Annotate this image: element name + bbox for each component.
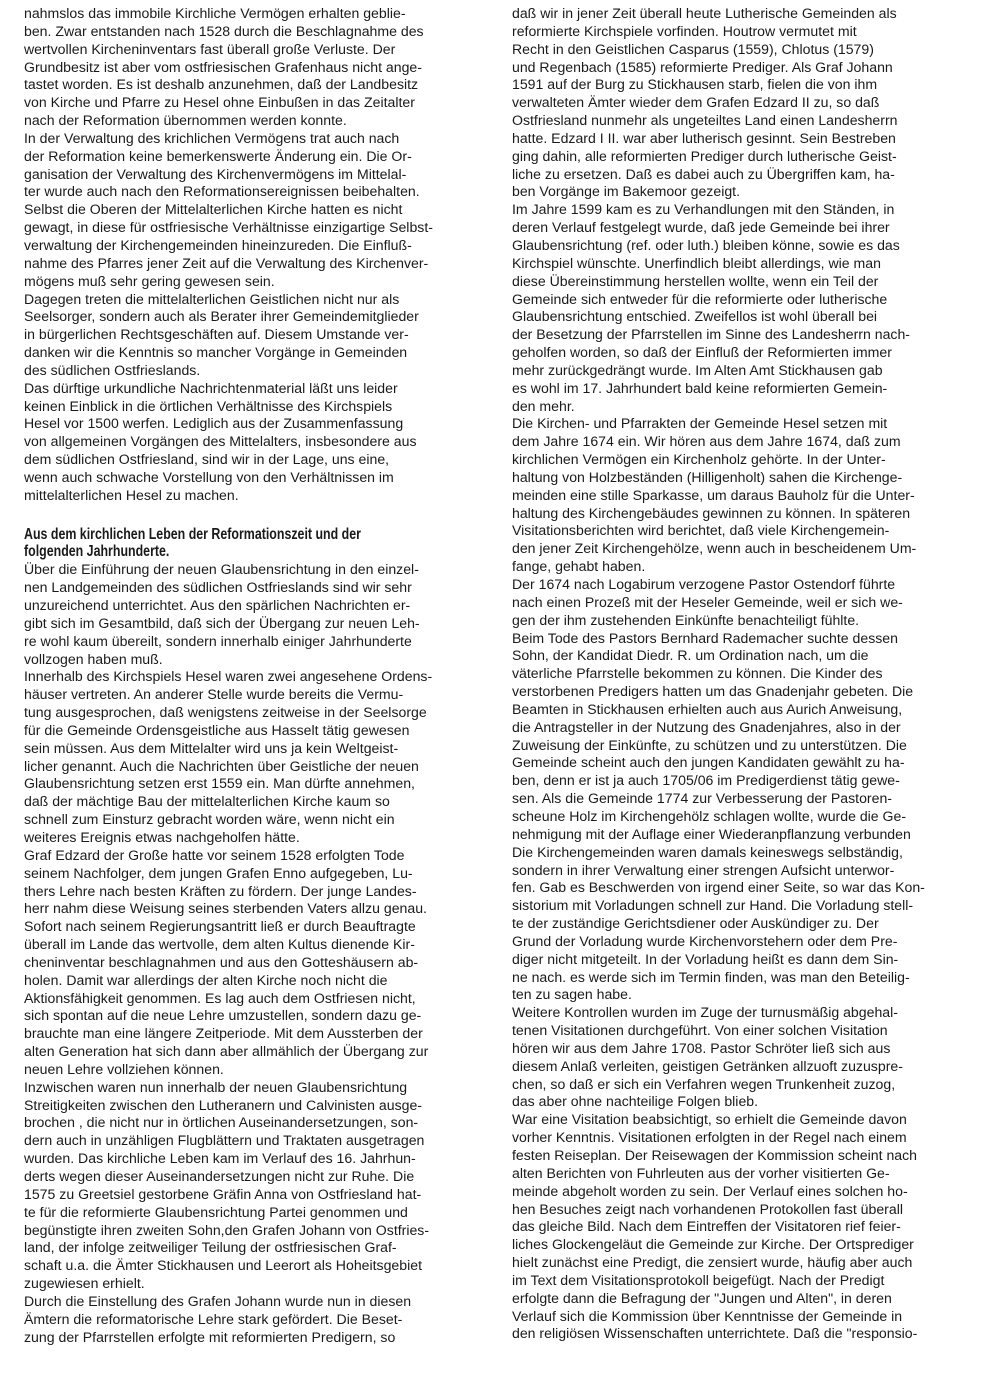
text-line: vorher Kenntnis. Visitationen erfolgten in der Regel nach einem (512, 1129, 907, 1146)
text-line: weiteres Ereignis etwas nachgeholfen hätte. (24, 828, 300, 845)
text-line: 1575 zu Greetsiel gestorbene Gräfin Anna von Ostfriesland hat- (24, 1185, 422, 1202)
text-line: sondern in ihrer Verwaltung einer strengen Aufsicht unterwor- (512, 861, 895, 878)
text-line: Sofort nach seinem Regierungsantritt ließ er durch Beauftragte (24, 918, 416, 935)
text-line: häuser vertreten. An anderer Stelle wurde bereits die Vermu- (24, 686, 404, 703)
heading-line: folgenden Jahrhunderte. (24, 543, 170, 561)
text-line: In der Verwaltung des krichlichen Vermögens trat auch nach (24, 129, 400, 146)
text-line: Streitigkeiten zwischen den Lutheranern und Calvinisten ausge- (24, 1096, 422, 1113)
text-line: land, der infolge zeitweiliger Teilung der ostfriesischen Graf- (24, 1239, 397, 1256)
text-line: Die Kirchen- und Pfarrakten der Gemeinde Hesel setzen mit (512, 415, 888, 432)
text-line: diese Übereinstimmung herstellen wollte, wenn ein Teil der (512, 272, 879, 289)
text-line: danken wir die Kenntnis so mancher Vorgänge in Gemeinden (24, 344, 408, 361)
text-line: dem südlichen Ostfriesland, sind wir in der Lage, uns eine, (24, 451, 390, 468)
text-line: Grundbesitz ist aber vom ostfriesischen Grafenhaus nicht ange- (24, 58, 422, 75)
text-line: der Reformation keine bemerkenswerte Änderung ein. Die Or- (24, 147, 412, 164)
text-line: unzureichend unterrichtet. Aus den spärlichen Nachrichten er- (24, 597, 411, 613)
text-line: herr nahm diese Weisung seines sterbenden Vaters allzu genau. (24, 900, 427, 917)
text-line: re wohl kaum übereilt, sondern innerhalb einiger Jahrhunderte (24, 632, 412, 649)
text-line: den jener Zeit Kirchengehölze, wenn auch in bescheidenem Um- (512, 540, 917, 557)
text-line: 1591 auf der Burg zu Stickhausen starb, fielen die von ihm (512, 76, 878, 93)
text-line: Glaubensrichtung setzen erst 1559 ein. Man dürfte annehmen, (24, 775, 415, 792)
left-text-block-2 (24, 561, 494, 1346)
text-line: derts wegen dieser Auseinandersetzungen nicht zur Ruhe. Die (24, 1168, 415, 1184)
text-line: mittelalterlichen Hesel zu machen. (24, 486, 239, 503)
text-line: brochen , die nicht nur in örtlichen Auseinandersetzungen, son- (24, 1114, 419, 1131)
text-line: festen Reiseplan. Der Reisewagen der Kommission scheint nach (512, 1147, 918, 1163)
text-line: Seelsorger, sondern auch als Berater ihrer Gemeindemitglieder (24, 308, 419, 325)
text-line: chen, so daß er sich ein Verfahren wegen Trunkenheit zuzog, (512, 1075, 896, 1092)
text-line: schaft u.a. die Ämter Stickhausen und Leerort als Hoheitsgebiet (24, 1257, 422, 1274)
text-line: gibt sich im Gesamtbild, daß sich der Übergang zur neuen Leh- (24, 614, 420, 631)
text-line: die Antragsteller in der Nutzung des Gnadenjahres, also in der (512, 718, 901, 735)
text-line: fen. Gab es Beschwerden von irgend einer Seite, so war das Kon- (512, 879, 925, 896)
text-line: diger nicht mitgeteilt. In der Vorladung heißt es dann dem Sin- (512, 950, 899, 967)
text-line: ten zu sagen habe. (512, 986, 632, 1003)
text-line: cheninventar beschlagnahmen und aus den Gotteshäusern ab- (24, 953, 419, 970)
text-line: Kirchspiel wünschte. Unerfindlich bleibt allerdings, wie man (512, 254, 881, 271)
text-line: Verlauf sich die Kommission über Kenntnisse der Gemeinde in (512, 1307, 903, 1324)
text-line: des südlichen Ostfrieslands. (24, 361, 201, 378)
text-line: tenen Visitationen durchgeführt. Von einer solchen Visitation (512, 1022, 888, 1039)
text-line: ging dahin, alle reformierten Prediger durch lutherische Geist- (512, 147, 897, 164)
right-text-block (512, 5, 994, 1343)
text-line: hören wir aus dem Jahre 1708. Pastor Schröter ließ sich aus (512, 1039, 891, 1056)
text-line: Zuweisung der Einkünfte, zu schützen und zu unterstützen. Die (512, 736, 907, 753)
text-line: verwaltung der Kirchengemeinden hineinzureden. Die Einfluß- (24, 236, 412, 253)
text-line: von allgemeinen Vorgängen des Mittelalters, insbesondere aus (24, 433, 417, 450)
text-line: Dagegen treten die mittelalterlichen Geistlichen nicht nur als (24, 290, 400, 307)
text-line: hen Besuches zeigt nach vorhandenen Protokollen fast überall (512, 1200, 903, 1217)
text-line: sein müssen. Aus dem Mittelalter wird uns ja kein Weltgeist- (24, 739, 399, 756)
text-line: Glaubensrichtung entschied. Zweifellos ist wohl überall bei (512, 308, 878, 325)
text-line: nen Landgemeinden des südlichen Ostfrieslands sind wir sehr (24, 579, 412, 596)
text-line: von Kirche und Pfarre zu Hesel ohne Einbußen in das Zeitalter (24, 94, 415, 111)
text-line: deren Verlauf festgelegt wurde, daß jede Gemeinde bei ihrer (512, 219, 890, 236)
text-line: haltung des Kirchengebäudes gewinnen zu können. In späteren (512, 504, 911, 521)
text-line: Weitere Kontrollen wurden im Zuge der turnusmäßig abgehal- (512, 1004, 898, 1021)
text-line: Beim Tode des Pastors Bernhard Rademacher suchte dessen (512, 629, 898, 646)
text-line: ganisation der Verwaltung des Kirchenvermögens im Mittelal- (24, 165, 407, 182)
section-heading (24, 526, 494, 562)
text-line: meinden eine stille Sparkasse, um daraus Bauholz für die Unter- (512, 486, 915, 503)
text-line: te für die reformierte Glaubensrichtung Partei genommen und (24, 1203, 408, 1220)
text-line: Gemeinde sich entweder für die reformierte oder lutherische (512, 290, 888, 307)
text-line: War eine Visitation beabsichtigt, so erhielt die Gemeinde davon (512, 1111, 907, 1128)
text-line: väterliche Pfarrstelle bekommen zu können. Die Kinder des (512, 665, 883, 682)
text-line: ter wurde auch nach den Reformationsereignissen beibehalten. (24, 183, 420, 200)
text-line: mögens muß sehr gering gewesen sein. (24, 272, 275, 289)
text-line: Ostfriesland nunmehr als ungeteiltes Land einen Landesherrn (512, 112, 898, 129)
text-line: nach der Reformation übernommen werden konnte. (24, 112, 347, 129)
text-line: geholfen worden, so daß der Einfluß der Reformierten immer (512, 344, 892, 361)
text-line: der Besetzung der Pfarrstellen im Sinne des Landesherrn nach- (512, 326, 910, 343)
text-line: Beamten in Stickhausen erhielten auch aus Aurich Anweisung, (512, 700, 903, 717)
text-line: licher genannt. Auch die Nachrichten über Geistliche der neuen (24, 757, 419, 774)
text-line: ben, denn er ist ja auch 1705/06 im Predigerdienst tätig gewe- (512, 772, 900, 789)
text-line: tung ausgesprochen, daß wenigstens zeitweise in der Seelsorge (24, 704, 427, 721)
text-line: Das dürftige urkundliche Nachrichtenmaterial läßt uns leider (24, 379, 398, 396)
text-line: Sohn, der Kandidat Diedr. R. um Ordination nach, um die (512, 647, 869, 664)
heading-line: Aus dem kirchlichen Leben der Reformationszeit und der (24, 525, 361, 543)
text-line: und Regenbach (1585) reformierte Prediger. Als Graf Johann (512, 58, 893, 75)
text-line: ne nach. es werde sich im Termin finden, was man den Beteilig- (512, 968, 910, 985)
text-line: zugewiesen erhielt. (24, 1275, 145, 1292)
text-line: sen. Als die Gemeinde 1774 zur Verbesserung der Pastoren- (512, 790, 892, 807)
left-text-block-1 (24, 5, 494, 505)
text-line: diesem Anlaß verleiten, geistigen Getränken allzuoft zuzuspre- (512, 1057, 903, 1074)
text-line: Hesel vor 1500 werfen. Lediglich aus der Zusammenfassung (24, 415, 404, 432)
text-line: alten Berichten von Fuhrleuten aus der vorher visitierten Ge- (512, 1164, 890, 1181)
text-line: vollzogen haben muß. (24, 650, 163, 667)
text-line: Im Jahre 1599 kam es zu Verhandlungen mit den Ständen, in (512, 201, 895, 218)
text-line: meinde abgeholt worden zu sein. Der Verlauf eines solchen ho- (512, 1182, 908, 1199)
text-line: verstorbenen Predigers hatten um das Gnadenjahr gebeten. Die (512, 683, 914, 700)
text-line: tastet worden. Es ist deshalb anzunehmen, daß der Landbesitz (24, 76, 419, 93)
text-line: keinen Einblick in die örtlichen Verhältnisse des Kirchspiels (24, 397, 393, 414)
text-line: schnell zum Einsturz gebracht worden wäre, wenn nicht ein (24, 811, 395, 828)
text-line: Über die Einführung der neuen Glaubensrichtung in den einzel- (24, 561, 419, 578)
text-line: nach einen Prozeß mit der Heseler Gemeinde, weil er sich we- (512, 593, 903, 610)
text-line: ben. Zwar entstanden nach 1528 durch die Beschlagnahme des (24, 22, 424, 39)
text-line: Der 1674 nach Logabirum verzogene Pastor Ostendorf führte (512, 576, 896, 592)
text-line: nahmslos das immobile Kirchliche Vermögen erhalten geblie- (24, 5, 406, 21)
text-line: Inzwischen waren nun innerhalb der neuen Glaubensrichtung (24, 1078, 408, 1095)
text-line: ben Vorgänge im Bakemoor gezeigt. (512, 183, 740, 200)
text-line: Grund der Vorladung wurde Kirchenvorstehern oder dem Pre- (512, 932, 898, 949)
text-line: das gleiche Bild. Nach dem Eintreffen der Visitatoren rief feier- (512, 1218, 901, 1235)
text-line: überall im Lande das wertvolle, dem alten Kultus dienende Kir- (24, 936, 415, 953)
text-line: für die Gemeinde Ordensgeistliche aus Hasselt tätig gewesen (24, 721, 410, 738)
text-line: nahme des Pfarres jener Zeit auf die Verwaltung des Kirchenver- (24, 254, 429, 271)
text-line: Visitationsberichten wird berichtet, daß viele Kirchengemein- (512, 522, 890, 539)
text-line: in bürgerlichen Rechtsgeschäften auf. Diesem Umstande ver- (24, 326, 409, 343)
text-line: Selbst die Oberen der Mittelalterlichen Kirche hatten es nicht (24, 201, 403, 218)
text-line: Innerhalb des Kirchspiels Hesel waren zwei angesehene Ordens- (24, 668, 433, 685)
text-line: kirchlichen Vermögen ein Kirchenholz gehörte. In der Unter- (512, 451, 886, 468)
text-line: begünstigte ihren zweiten Sohn,den Grafen Johann von Ostfries- (24, 1221, 430, 1238)
text-line: Aktionsfähigkeit genommen. Es lag auch dem Ostfriesen nicht, (24, 989, 416, 1006)
text-line: brauchte man eine längere Zeitperiode. Mit dem Aussterben der (24, 1025, 423, 1042)
text-line: im Text dem Visitationsprotokoll beigefügt. Nach der Predigt (512, 1271, 885, 1288)
text-line: nehmigung mit der Auflage einer Wiederanpflanzung verbunden (512, 825, 911, 842)
text-line: zung der Pfarrstellen erfolgte mit reformierten Predigern, so (24, 1328, 396, 1345)
text-line: verwalteten Ämter wieder dem Grafen Edzard II zu, so daß (512, 94, 880, 111)
text-line: Glaubensrichtung (ref. oder luth.) bleiben könne, sowie es das (512, 236, 900, 253)
text-line: thers Lehre nach besten Kräften zu fördern. Der junge Landes- (24, 882, 417, 899)
text-line: sistorium mit Vorladungen schnell zur Hand. Die Vorladung stell- (512, 897, 914, 914)
text-line: es wohl im 17. Jahrhundert bald keine reformierten Gemein- (512, 379, 888, 396)
text-line: Recht in den Geistlichen Casparus (1559), Chlotus (1579) (512, 40, 874, 57)
left-column (24, 5, 494, 1346)
text-line: Gemeinde scheint auch den jungen Kandidaten gewählt zu ha- (512, 754, 905, 771)
text-line: haltung von Holzbeständen (Hilligenholt) sahen die Kirchenge- (512, 468, 903, 485)
text-line: mehr zurückgedrängt wurde. Im Alten Amt Stickhausen gab (512, 361, 883, 378)
text-line: sich spontan auf die neue Lehre umzustellen, sondern dazu ge- (24, 1007, 422, 1024)
text-line: daß wir in jener Zeit überall heute Lutherische Gemeinden als (512, 5, 897, 21)
text-line: wertvollen Kircheninventars fast überall große Verluste. Der (24, 40, 396, 57)
text-line: wurden. Das kirchliche Leben kam im Verlauf des 16. Jahrhun- (24, 1150, 416, 1167)
section-gap (24, 505, 494, 526)
text-line: seinem Nachfolger, dem jungen Grafen Enno aufgegeben, Lu- (24, 864, 413, 881)
text-line: holen. Damit war allerdings der alten Kirche noch nicht die (24, 971, 388, 988)
text-line: liche zu ersetzen. Daß es dabei auch zu Übergriffen kam, ha- (512, 165, 895, 182)
text-line: das aber ohne nachteilige Folgen blieb. (512, 1093, 759, 1110)
text-line: den mehr. (512, 397, 575, 414)
text-line: dern auch in unzähligen Flugblättern und Traktaten ausgetragen (24, 1132, 425, 1149)
text-line: fange, gehabt haben. (512, 558, 646, 575)
text-line: liches Glockengeläut die Gemeinde zur Kirche. Der Ortsprediger (512, 1236, 914, 1253)
text-line: te der zuständige Gerichtsdiener oder Auskündiger zu. Der (512, 915, 879, 932)
text-line: gen der ihm zustehenden Einkünfte benachteiligt fühlte. (512, 611, 860, 628)
text-line: Die Kirchengemeinden waren damals keineswegs selbständig, (512, 843, 903, 860)
text-line: alten Generation hat sich dann aber allmählich der Übergang zur (24, 1043, 429, 1060)
text-line: wenn auch schwache Vorstellung von den Verhältnissen im (24, 468, 394, 485)
text-line: reformierte Kirchspiele vorfinden. Houtrow vermutet mit (512, 22, 857, 39)
text-line: den religiösen Wissenschaften unterrichtete. Daß die "responsio- (512, 1325, 918, 1342)
text-line: daß der mächtige Bau der mittelalterlichen Kirche kaum so (24, 793, 390, 810)
text-line: dem Jahre 1674 ein. Wir hören aus dem Jahre 1674, daß zum (512, 433, 901, 450)
text-line: Graf Edzard der Große hatte vor seinem 1528 erfolgten Tode (24, 846, 405, 863)
text-line: scheune Holz im Kirchengehölz schlagen wollte, wurde die Ge- (512, 807, 907, 824)
right-column (512, 5, 994, 1343)
text-line: Durch die Einstellung des Grafen Johann wurde nun in diesen (24, 1292, 412, 1309)
text-line: erfolgte dann die Befragung der "Jungen und Alten", in deren (512, 1289, 892, 1306)
text-line: hielt zunächst eine Predigt, die zensiert wurde, häufig aber auch (512, 1254, 913, 1271)
text-line: hatte. Edzard I II. war aber lutherisch gesinnt. Sein Bestreben (512, 129, 896, 146)
text-line: Ämtern die reformatorische Lehre stark gefördert. Die Beset- (24, 1310, 403, 1327)
text-line: neuen Lehre vollziehen können. (24, 1060, 224, 1077)
text-line: gewagt, in diese für ostfriesische Verhältnisse einzigartige Selbst- (24, 219, 433, 236)
